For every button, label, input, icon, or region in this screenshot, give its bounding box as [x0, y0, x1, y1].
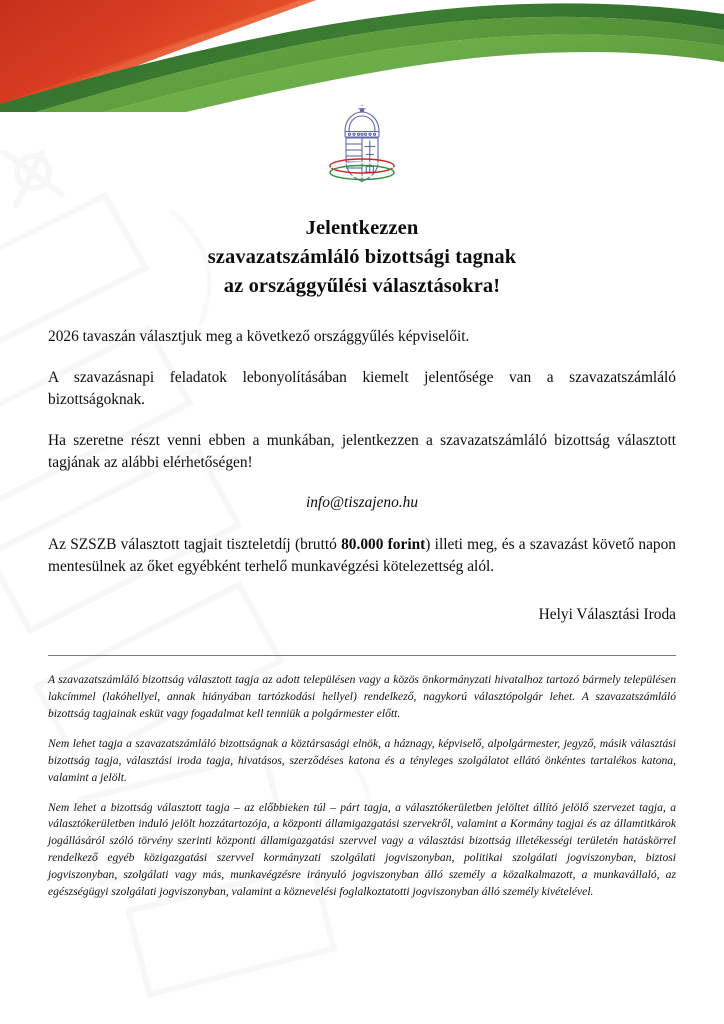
- footnote-1: A szavazatszámláló bizottság választott tagja az adott településen vagy a közös önkormányzati hivatalhoz tartozó bármely településen lakcímmel (lakóhellyel, annak hiányában tartózkodási hellyel) rendelkező, nagykorú választópolgár lehet. A szavazatszámláló bizottság tagjainak esküt vagy fogadalmat kell tenniük a polgármester előtt.: [48, 673, 676, 720]
- body-paragraph-4: [48, 534, 676, 578]
- body-paragraph-1: 2026 tavaszán választjuk meg a következő országgyűlés képviselőit.: [48, 328, 470, 345]
- honorarium-amount: 80.000 forint: [341, 536, 426, 554]
- legal-footnotes: [48, 672, 676, 914]
- title-line-2: szavazatszámláló bizottsági tagnak: [207, 245, 517, 268]
- footnote-3: Nem lehet a bizottság választott tagja – az előbbieken túl – párt tagja, a választókerületben jelöltet állító jelölő szervezet tagja, a választókerületben induló jelölt hozzátartozója, a központi államigazgatási szervekről, valamint a Kormány tagjai és az államtitkárok jogállásáról szóló törvény szerinti központi államigazgatási szervvel vagy a választási bizottság illetékességi területén hatáskörrel rendelkező egyéb közigazgatási szervvel kormányzati szolgálati jogviszonyban, politikai szolgálati jogviszonyban, biztosi jogviszonyban, szolgálati vagy más, munkavégzésre irányuló jogviszonyban álló személy a közalkalmazott, a munkavállaló, az egészségügyi szolgálati jogviszonyban, valamint a köznevelési foglalkoztatotti jogviszonyban álló személy kivételével.: [48, 800, 676, 899]
- signature-line: Helyi Választási Iroda: [538, 606, 676, 623]
- body-paragraph-2: A szavazásnapi feladatok lebonyolításában kiemelt jelentősége van a szavazatszámláló bizottságoknak.: [48, 368, 676, 408]
- body-paragraph-3: Ha szeretne részt venni ebben a munkában, jelentkezzen a szavazatszámláló bizottság választott tagjának az alábbi elérhetőségen!: [48, 431, 676, 471]
- footnote-2: Nem lehet tagja a szavazatszámláló bizottságnak a köztársasági elnök, a háznagy, képviselő, alpolgármester, jegyző, másik választási bizottság tagja, választási iroda tagja, hivatásos, szerződéses katona és a tényleges szolgálatot ellátó önkéntes tartalékos katona, valamint a jelölt.: [48, 736, 676, 784]
- honorarium-text-after: ) illeti meg, és a szavazást követő napon mentesülnek az őket egyébként terhelő munkavégzési kötelezettség alól.: [48, 536, 677, 576]
- hungarian-coat-of-arms-icon: [319, 104, 405, 186]
- page-title: [48, 214, 676, 301]
- section-divider: [48, 655, 676, 656]
- honorarium-text-before: Az SZSZB választott tagjait tiszteletdíj (bruttó: [48, 536, 342, 554]
- coat-of-arms-container: [0, 104, 724, 191]
- body-content: [48, 326, 676, 626]
- flag-ribbon-banner: [0, 0, 724, 112]
- title-line-1: Jelentkezzen: [305, 216, 419, 239]
- contact-email[interactable]: info@tiszajeno.hu: [305, 494, 419, 512]
- title-line-3: az országgyűlési választásokra!: [223, 274, 501, 297]
